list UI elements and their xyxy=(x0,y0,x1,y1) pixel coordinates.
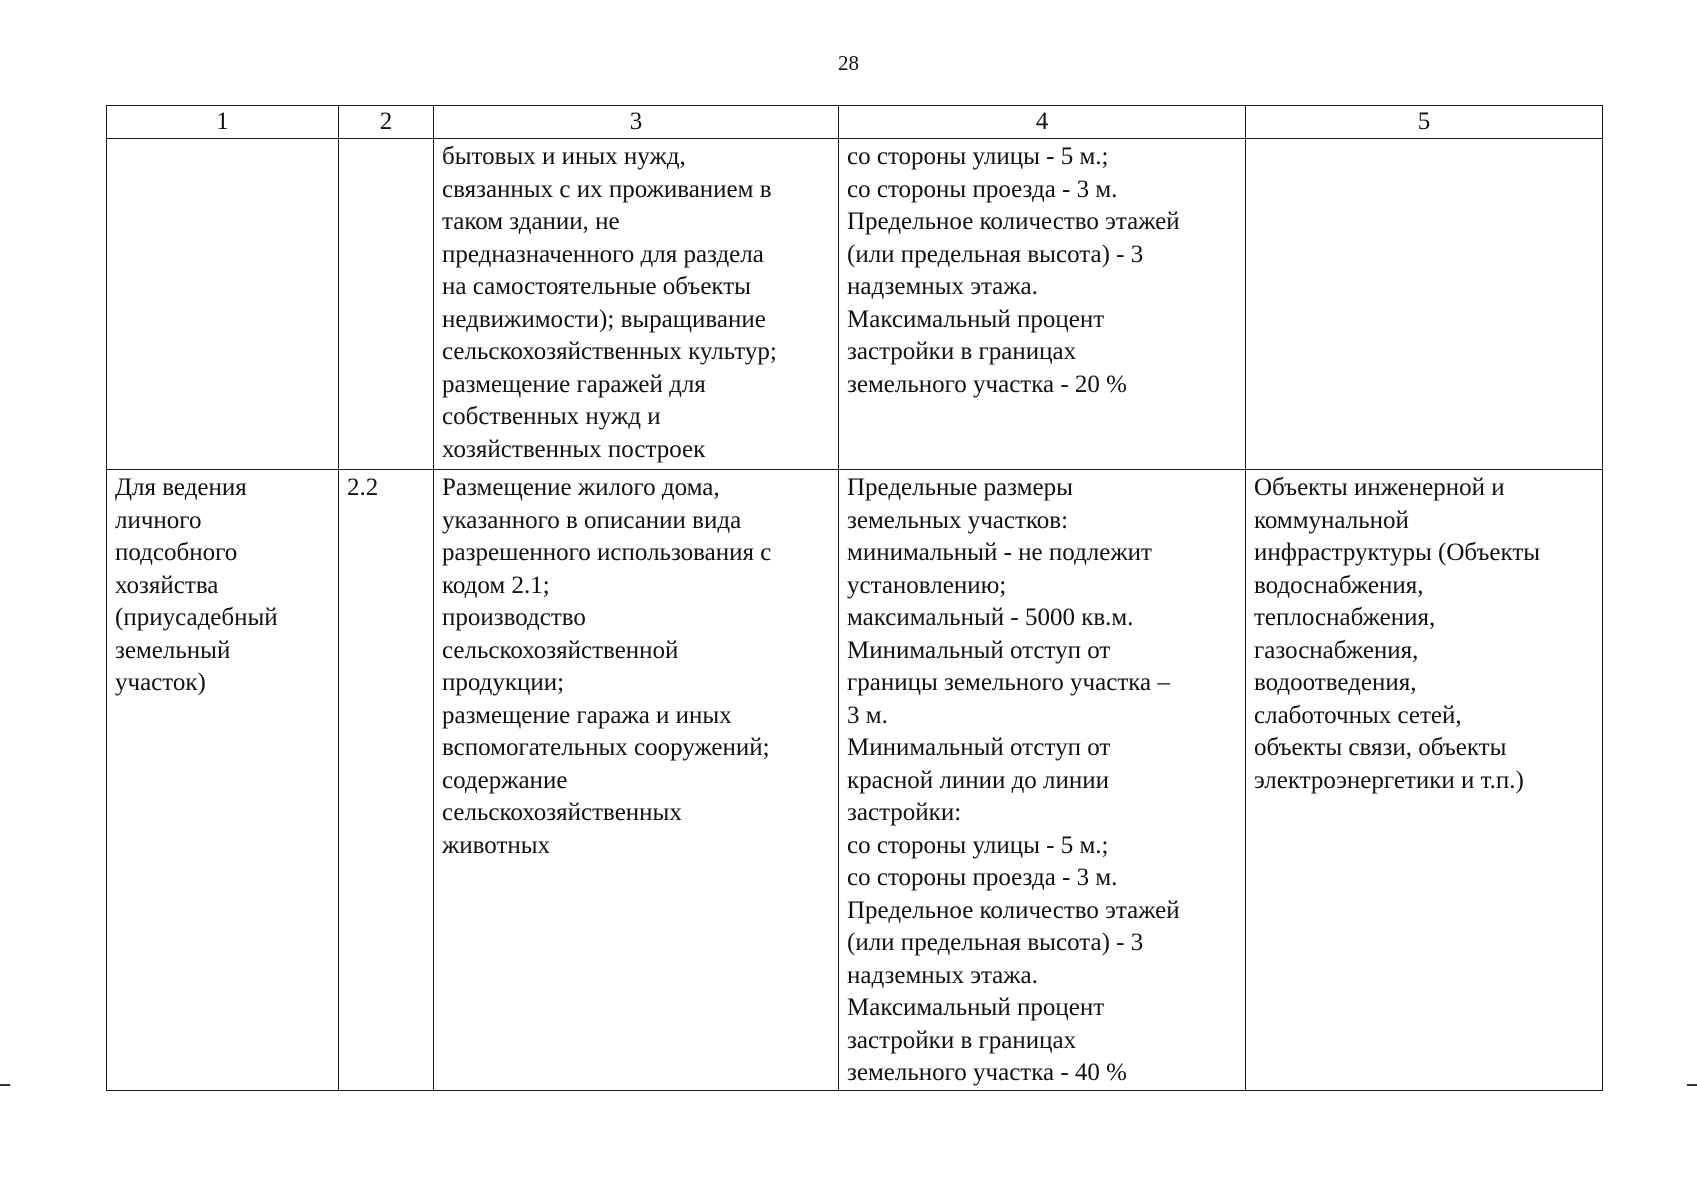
cell-land-use-name xyxy=(107,139,339,470)
cell-text-line: слаботочных сетей, xyxy=(1254,701,1462,729)
cell-text-line: надземных этажа. xyxy=(847,961,1038,989)
page-number: 28 xyxy=(838,51,859,75)
cell-text-line: таком здании, не xyxy=(442,208,620,235)
cell-parameters xyxy=(839,139,1246,470)
cell-text-line: собственных нужд и xyxy=(442,403,661,430)
cell-text-line: Предельные размеры xyxy=(847,474,1073,501)
header-row xyxy=(107,106,1603,139)
cell-text-line: водоснабжения, xyxy=(1254,571,1424,599)
cell-text-line: хозяйства xyxy=(115,571,219,599)
cell-text-line: застройки в границах xyxy=(847,1026,1077,1054)
cell-text-line: (или предельная высота) - 3 xyxy=(847,240,1144,268)
cell-text-line: Размещение жилого дома, xyxy=(442,474,720,501)
right-margin-mark xyxy=(1687,1084,1697,1086)
cell-text-line: участок) xyxy=(115,669,206,696)
cell-text-line: связанных с их проживанием в xyxy=(442,175,772,203)
column-header-5: 5 xyxy=(1246,106,1603,139)
table-row-continuation xyxy=(107,139,1603,470)
cell-auxiliary-uses xyxy=(1246,139,1603,470)
cell-text-line: вспомогательных сооружений; xyxy=(442,734,770,761)
cell-text-line: Для ведения xyxy=(115,474,247,501)
cell-text-line: надземных этажа. xyxy=(847,273,1038,300)
cell-text-line: земельного участка - 20 % xyxy=(847,370,1127,398)
cell-text-line: предназначенного для раздела xyxy=(442,240,764,268)
cell-parameters xyxy=(839,470,1246,1091)
cell-text-line: Минимальный отступ от xyxy=(847,734,1111,761)
cell-text-line: разрешенного использования с xyxy=(442,539,772,566)
cell-text-line: водоотведения, xyxy=(1254,669,1417,696)
column-header-2: 2 xyxy=(339,106,434,139)
column-header-1: 1 xyxy=(107,106,339,139)
cell-text-line: кодом 2.1; xyxy=(442,571,550,599)
cell-text-line: содержание xyxy=(442,766,568,794)
cell-use-description xyxy=(434,470,839,1091)
cell-text-line: продукции; xyxy=(442,669,565,696)
document-table xyxy=(106,105,1603,1091)
cell-text-line: Предельное количество этажей xyxy=(847,896,1180,924)
cell-text-line: со стороны проезда - 3 м. xyxy=(847,864,1118,891)
cell-text-line: Предельное количество этажей xyxy=(847,208,1180,235)
cell-text-line: застройки в границах xyxy=(847,338,1077,365)
cell-text-line: сельскохозяйственной xyxy=(442,636,679,664)
cell-text-line: установлению; xyxy=(847,571,1007,599)
cell-text-line: подсобного xyxy=(115,539,238,566)
column-header-3: 3 xyxy=(434,106,839,139)
cell-text-line: (приусадебный xyxy=(115,604,278,631)
cell-text-line: коммунальной xyxy=(1254,506,1409,534)
cell-text-line: земельный xyxy=(115,636,231,664)
cell-text-line: Максимальный процент xyxy=(847,305,1105,333)
cell-text-line: минимальный - не подлежит xyxy=(847,539,1152,566)
cell-text-line: личного xyxy=(115,506,202,534)
cell-text-line: производство xyxy=(442,604,586,631)
cell-text-line: (или предельная высота) - 3 xyxy=(847,929,1144,956)
cell-text-line: земельных участков: xyxy=(847,506,1069,534)
cell-text-line: сельскохозяйственных культур; xyxy=(442,338,777,365)
cell-text-line: красной линии до линии xyxy=(847,766,1110,794)
cell-text-line: Объекты инженерной и xyxy=(1254,474,1505,501)
cell-auxiliary-uses xyxy=(1246,470,1603,1091)
cell-text-line: объекты связи, объекты xyxy=(1254,734,1507,761)
cell-text-line: максимальный - 5000 кв.м. xyxy=(847,604,1134,631)
cell-text-line: Минимальный отступ от xyxy=(847,636,1111,664)
cell-text-line: размещение гаража и иных xyxy=(442,701,732,729)
cell-text-line: Максимальный процент xyxy=(847,994,1105,1021)
cell-text-line: со стороны улицы - 5 м.; xyxy=(847,831,1109,859)
column-header-4: 4 xyxy=(839,106,1246,139)
cell-text-line: сельскохозяйственных xyxy=(442,799,682,826)
cell-text-line: хозяйственных построек xyxy=(442,435,706,463)
cell-text-line: границы земельного участка – xyxy=(847,669,1170,696)
cell-text-line: земельного участка - 40 % xyxy=(847,1059,1127,1086)
cell-text-line: инфраструктуры (Объекты xyxy=(1254,539,1541,566)
left-margin-mark xyxy=(0,1084,10,1086)
table-row-private-household xyxy=(107,470,1603,1091)
cell-code xyxy=(339,470,434,1091)
cell-text-line: 2.2 xyxy=(347,474,379,501)
cell-text-line: на самостоятельные объекты xyxy=(442,273,751,300)
cell-text-line: животных xyxy=(442,831,551,859)
cell-text-line: указанного в описании вида xyxy=(442,506,742,534)
cell-text-line: со стороны проезда - 3 м. xyxy=(847,175,1118,203)
cell-text-line: недвижимости); выращивание xyxy=(442,305,766,333)
cell-text-line: со стороны улицы - 5 м.; xyxy=(847,143,1109,170)
cell-land-use-name xyxy=(107,470,339,1091)
cell-code xyxy=(339,139,434,470)
cell-text-line: газоснабжения, xyxy=(1254,636,1419,664)
cell-text-line: электроэнергетики и т.п.) xyxy=(1254,766,1524,794)
cell-text-line: застройки: xyxy=(847,799,962,826)
cell-text-line: размещение гаражей для xyxy=(442,370,706,398)
cell-use-description xyxy=(434,139,839,470)
cell-text-line: 3 м. xyxy=(847,701,888,729)
cell-text-line: бытовых и иных нужд, xyxy=(442,143,686,170)
cell-text-line: теплоснабжения, xyxy=(1254,604,1436,631)
